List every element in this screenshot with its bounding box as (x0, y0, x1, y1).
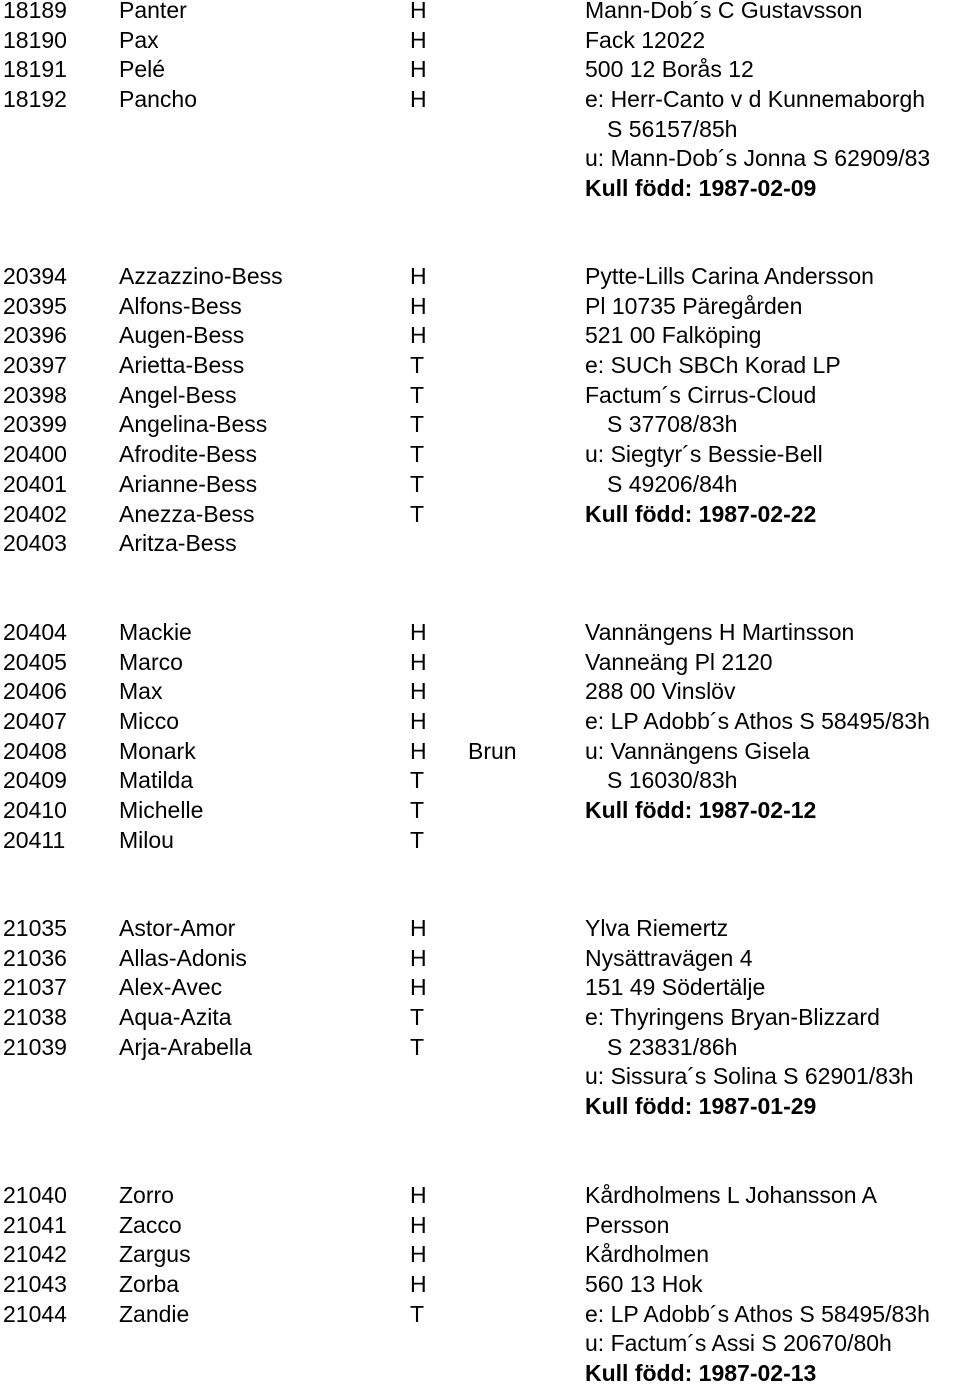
dog-name: Michelle (119, 797, 204, 824)
dog-row (0, 85, 960, 115)
dog-row (0, 1329, 960, 1359)
breeder-parent-info: Mann-Dob´s C Gustavsson (585, 0, 863, 23)
dog-name: Arianne-Bess (119, 470, 258, 497)
registration-number: 18192 (3, 86, 67, 113)
breeder-parent-info: S 23831/86h (607, 1033, 738, 1060)
breeder-parent-info: u: Factum´s Assi S 20670/80h (585, 1330, 892, 1357)
registration-number: 18190 (3, 26, 67, 53)
breeder-parent-info: Vanneäng Pl 2120 (585, 648, 773, 675)
registration-number: 20400 (3, 441, 67, 468)
dog-sex: T (410, 500, 425, 527)
registration-number: 21035 (3, 915, 67, 941)
dog-sex: T (410, 381, 425, 408)
registration-number: 18189 (3, 0, 67, 23)
dog-row (0, 1359, 960, 1389)
dog-row (0, 1181, 960, 1211)
dog-sex: H (410, 26, 427, 53)
dog-row (0, 648, 960, 678)
registration-number: 21041 (3, 1211, 67, 1238)
registration-number: 21036 (3, 944, 67, 971)
dog-row (0, 174, 960, 204)
dog-sex: T (410, 1004, 425, 1031)
dog-name: Zorro (119, 1182, 174, 1208)
dog-name: Azzazzino-Bess (119, 263, 283, 289)
registration-number: 20404 (3, 619, 67, 645)
dog-name: Marco (119, 648, 183, 675)
breeder-parent-info: e: Herr-Canto v d Kunnemaborgh (585, 86, 926, 113)
dog-name: Pax (119, 26, 159, 53)
breeder-parent-info: Kull född: 1987-02-22 (585, 500, 817, 527)
breeder-parent-info: Vannängens H Martinsson (585, 619, 855, 645)
registration-number: 20403 (3, 530, 67, 557)
dog-name: Matilda (119, 767, 194, 794)
dog-sex: T (410, 411, 425, 438)
litter-block (0, 1181, 960, 1389)
breeder-parent-info: S 49206/84h (607, 470, 738, 497)
dog-name: Zacco (119, 1211, 182, 1238)
dog-row (0, 529, 960, 559)
dog-sex: H (410, 648, 427, 675)
dog-name: Mackie (119, 619, 192, 645)
dog-name: Aqua-Azita (119, 1004, 232, 1031)
registration-number: 21037 (3, 974, 67, 1001)
breeder-parent-info: Pytte-Lills Carina Andersson (585, 263, 874, 289)
dog-row (0, 115, 960, 145)
breeder-parent-info: Kårdholmen (585, 1241, 710, 1268)
dog-sex: H (410, 678, 427, 705)
breeder-parent-info: Kull född: 1987-01-29 (585, 1093, 817, 1120)
dog-row (0, 737, 960, 767)
dog-name: Monark (119, 737, 196, 764)
dog-row (0, 973, 960, 1003)
registration-number: 21039 (3, 1033, 67, 1060)
breeder-parent-info: u: Vannängens Gisela (585, 737, 810, 764)
breeder-parent-info: 560 13 Hok (585, 1271, 703, 1298)
dog-row (0, 500, 960, 530)
litter-block (0, 262, 960, 559)
dog-name: Arietta-Bess (119, 352, 245, 379)
dog-name: Zorba (119, 1271, 180, 1298)
registration-number: 20401 (3, 470, 67, 497)
registration-number: 21038 (3, 1004, 67, 1031)
dog-sex: H (410, 1182, 427, 1208)
registration-number: 20407 (3, 708, 67, 735)
breeder-parent-info: e: SUCh SBCh Korad LP (585, 352, 841, 379)
breeder-parent-info: e: LP Adobb´s Athos S 58495/83h (585, 1300, 930, 1327)
dog-name: Alfons-Bess (119, 292, 242, 319)
dog-name: Astor-Amor (119, 915, 236, 941)
dog-name: Pancho (119, 86, 198, 113)
breeder-parent-info: Factum´s Cirrus-Cloud (585, 381, 817, 408)
dog-name: Pelé (119, 56, 166, 83)
dog-row (0, 292, 960, 322)
registration-number: 18191 (3, 56, 67, 83)
dog-sex: H (410, 322, 427, 349)
registration-number: 21040 (3, 1182, 67, 1208)
registration-number: 20396 (3, 322, 67, 349)
breeder-parent-info: Nysättravägen 4 (585, 944, 753, 971)
breeder-parent-info: 288 00 Vinslöv (585, 678, 736, 705)
dog-row (0, 677, 960, 707)
dog-row (0, 321, 960, 351)
breeder-parent-info: Fack 12022 (585, 26, 706, 53)
breeder-parent-info: 151 49 Södertälje (585, 974, 766, 1001)
dog-row (0, 914, 960, 944)
dog-row (0, 1092, 960, 1122)
registration-number: 20409 (3, 767, 67, 794)
registration-number: 20394 (3, 263, 67, 289)
litter-block (0, 0, 960, 204)
breeder-parent-info: Kårdholmens L Johansson A (585, 1182, 877, 1208)
dog-sex: H (410, 1241, 427, 1268)
dog-row (0, 1300, 960, 1330)
dog-sex: H (410, 56, 427, 83)
dog-row (0, 410, 960, 440)
dog-name: Micco (119, 708, 180, 735)
registration-number: 20405 (3, 648, 67, 675)
dog-name: Arja-Arabella (119, 1033, 252, 1060)
registration-number: 20397 (3, 352, 67, 379)
breeder-parent-info: Persson (585, 1211, 670, 1238)
dog-row (0, 144, 960, 174)
dog-row (0, 1211, 960, 1241)
litter-block (0, 618, 960, 856)
dog-row (0, 796, 960, 826)
dog-row (0, 944, 960, 974)
dog-name: Allas-Adonis (119, 944, 247, 971)
dog-name: Milou (119, 826, 174, 853)
registration-number: 20399 (3, 411, 67, 438)
dog-row (0, 1270, 960, 1300)
dog-name: Max (119, 678, 163, 705)
dog-sex: H (410, 944, 427, 971)
dog-row (0, 1240, 960, 1270)
registration-number: 21042 (3, 1241, 67, 1268)
breeder-parent-info: Pl 10735 Päregården (585, 292, 803, 319)
dog-name: Afrodite-Bess (119, 441, 258, 468)
dog-sex: T (410, 826, 425, 853)
registration-number: 20398 (3, 381, 67, 408)
dog-name: Zargus (119, 1241, 191, 1268)
registration-number: 20406 (3, 678, 67, 705)
dog-row (0, 618, 960, 648)
dog-sex: H (410, 737, 427, 764)
registration-number: 20395 (3, 292, 67, 319)
breeder-parent-info: 500 12 Borås 12 (585, 56, 754, 83)
dog-name: Angel-Bess (119, 381, 237, 408)
dog-row (0, 440, 960, 470)
dog-name: Alex-Avec (119, 974, 223, 1001)
dog-sex: H (410, 86, 427, 113)
dog-color: Brun (468, 737, 517, 764)
breeder-parent-info: e: Thyringens Bryan-Blizzard (585, 1004, 880, 1031)
dog-sex: T (410, 1300, 425, 1327)
registration-number: 20408 (3, 737, 67, 764)
breeder-parent-info: Kull född: 1987-02-12 (585, 797, 817, 824)
dog-sex: H (410, 292, 427, 319)
dog-sex: T (410, 470, 425, 497)
registration-number: 20410 (3, 797, 67, 824)
dog-row (0, 0, 960, 26)
dog-name: Panter (119, 0, 187, 23)
dog-sex: H (410, 974, 427, 1001)
dog-row (0, 766, 960, 796)
dog-row (0, 262, 960, 292)
breeder-parent-info: 521 00 Falköping (585, 322, 762, 349)
dog-sex: T (410, 352, 425, 379)
dog-row (0, 55, 960, 85)
litter-block (0, 914, 960, 1122)
dog-name: Anezza-Bess (119, 500, 255, 527)
breeder-parent-info: Ylva Riemertz (585, 915, 729, 941)
breeder-parent-info: e: LP Adobb´s Athos S 58495/83h (585, 708, 930, 735)
dog-row (0, 381, 960, 411)
dog-row (0, 1003, 960, 1033)
dog-sex: H (410, 0, 427, 23)
breeder-parent-info: u: Mann-Dob´s Jonna S 62909/83 (585, 145, 931, 172)
dog-name: Zandie (119, 1300, 190, 1327)
dog-row (0, 707, 960, 737)
dog-name: Aritza-Bess (119, 530, 237, 557)
dog-sex: H (410, 619, 427, 645)
dog-sex: H (410, 263, 427, 289)
dog-sex: H (410, 915, 427, 941)
dog-row (0, 470, 960, 500)
dog-sex: H (410, 1211, 427, 1238)
breeder-parent-info: Kull född: 1987-02-13 (585, 1360, 817, 1387)
breeder-parent-info: S 16030/83h (607, 767, 738, 794)
dog-name: Angelina-Bess (119, 411, 268, 438)
dog-sex: T (410, 797, 425, 824)
dog-sex: T (410, 441, 425, 468)
dog-sex: H (410, 1271, 427, 1298)
breeder-parent-info: u: Sissura´s Solina S 62901/83h (585, 1063, 914, 1090)
registration-number: 20411 (3, 826, 66, 853)
registration-number: 20402 (3, 500, 67, 527)
breeder-parent-info: S 37708/83h (607, 411, 738, 438)
dog-sex: T (410, 767, 425, 794)
registration-number: 21044 (3, 1300, 67, 1327)
dog-row (0, 826, 960, 856)
dog-sex: T (410, 1033, 425, 1060)
dog-row (0, 1033, 960, 1063)
dog-row (0, 26, 960, 56)
dog-name: Augen-Bess (119, 322, 245, 349)
breeder-parent-info: S 56157/85h (607, 115, 738, 142)
registration-number: 21043 (3, 1271, 67, 1298)
dog-sex: H (410, 708, 427, 735)
breeder-parent-info: u: Siegtyr´s Bessie-Bell (585, 441, 823, 468)
dog-row (0, 351, 960, 381)
breeder-parent-info: Kull född: 1987-02-09 (585, 175, 817, 202)
dog-row (0, 1062, 960, 1092)
